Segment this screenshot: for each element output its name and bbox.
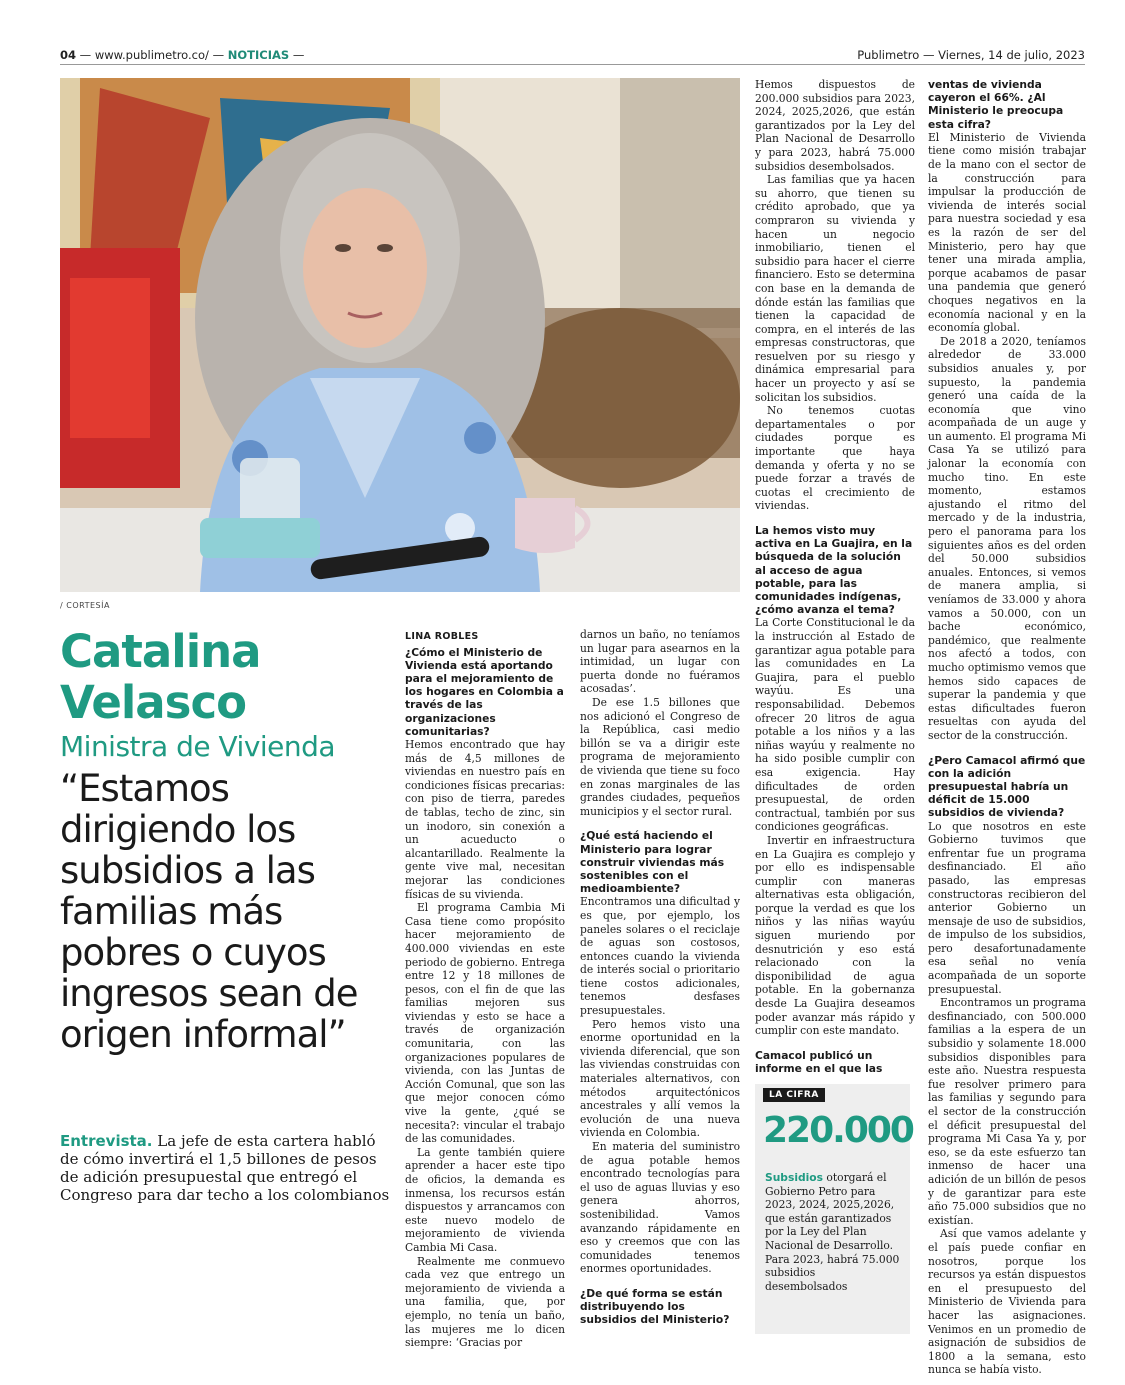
paragraph: Así que vamos adelante y el país puede confiar en nosotros, porque los recursos ya están dispuestos en el presupuesto del Ministerio de Vivienda para hacer las asignaciones. Venimos en un promedio de asignación de subsidios de 1800 a la semana, esto nunca se había visto. — [928, 1227, 1086, 1377]
lead-text: La jefe de esta cartera habló de cómo invertirá el 1,5 billones de pesos de adición presupuestal que entregó el Congreso para dar techo a los colombianos — [60, 1132, 390, 1204]
paragraph: Encontramos una dificultad y es que, por ejemplo, los paneles solares o el reciclaje de aguas son costosos, entonces cuando la vivienda de interés social o prioritario tiene costos adicionales, tenemos desfases presupuestales. — [580, 895, 740, 1018]
cifra-body: otorgará el Gobierno Petro para 2023, 2024, 2025,2026, que están garantizados por la Ley del Plan Nacional de Desarrollo. Para 2023, habrá 75.000 subsidios desembolsados — [765, 1171, 900, 1293]
article-column-1 — [405, 630, 565, 1350]
la-cifra-box — [755, 1084, 913, 1334]
byline: LINA ROBLES — [405, 631, 479, 642]
paragraph: Lo que nosotros en este Gobierno tuvimos que enfrentar fue un programa desfinanciado. El año pasado, las empresas constructoras recibieron del anterior Gobierno un mensaje de uso de subsidios, de impulso de los subsidios, pero desafortunadamente esa señal no venía acompañada de un soporte presupuestal. — [928, 819, 1086, 996]
site-url[interactable]: www.publimetro.co/ — [94, 48, 209, 62]
section-label: NOTICIAS — [227, 48, 290, 62]
interviewee-role: Ministra de Vivienda — [60, 730, 336, 763]
paragraph: Encontramos un programa desfinanciado, con 500.000 familias a la espera de un subsidio y solamente 18.000 subsidios disponibles para este año. Nuestra respuesta fue resolver primero para las familias y segundo para el sector de la construcción el déficit presupuestal del programa Mi Casa Ya y, por eso, se da este esfuerzo tan inmenso de hacer una adición de un billón de pesos y de garantizar para este año 75.000 subsidios que no existían. — [928, 996, 1086, 1227]
question-4: La hemos visto muy activa en La Guajira, en la búsqueda de la solución al acceso de agua potable, para las comunidades indígenas, ¿cómo avanza el tema? — [755, 524, 913, 617]
publication-name: Publimetro — [857, 48, 920, 62]
header-rule — [60, 64, 1085, 65]
photo-illustration — [60, 78, 740, 592]
question-2: ¿Qué está haciendo el Ministerio para lograr construir viviendas más sostenibles con el medioambiente? — [580, 829, 725, 896]
paragraph: Hemos encontrado que hay más de 4,5 millones de viviendas en nuestro país en condiciones físicas precarias: con piso de tierra, paredes de tablas, techo de zinc, sin un inodoro, sin conexión a un acueducto o alcantarillado. Realmente la gente vive mal, necesitan mejorar las condiciones físicas de su vivienda. — [405, 738, 565, 901]
cifra-lead: Subsidios — [765, 1171, 823, 1184]
page-number: 04 — [60, 48, 77, 62]
paragraph: De 2018 a 2020, teníamos alrededor de 33.000 subsidios anuales y, por supuesto, la pandemia generó una caída de la economía que vino acompañada de un auge y un aumento. El programa Mi Casa Ya se utilizó para jalonar la economía con mucho tino. En este momento, estamos ajustando el ritmo del mercado y de la industria, pero el panorama para los siguientes años es del orden del 50.000 subsidios anuales. Entonces, si vemos de manera amplia, si veníamos de 33.000 y ahora vamos a 50.000, con un bache económico, pandémico, que realmente nos afectó a todos, con mucho optimismo vemos que hemos sido capaces de superar la pandemia y que estas dificultades fueron resueltas con ayuda del sector de la construcción. — [928, 334, 1086, 742]
paragraph: darnos un baño, no teníamos un lugar para asearnos en la intimidad, un lugar con puerta donde no fuéramos acosadas’. — [580, 628, 740, 696]
header-right: Publimetro — Viernes, 14 de julio, 2023 — [857, 48, 1085, 62]
question-5-continued: ventas de vivienda cayeron el 66%. ¿Al Ministerio le preocupa esta cifra? — [928, 78, 1064, 131]
paragraph: En materia del suministro de agua potable hemos encontrado tecnologías para el uso de aguas lluvias y eso genera ahorros, sostenibilidad. Vamos avanzando rápidamente en eso y creemos que con las comunidades tenemos enormes oportunidades. — [580, 1140, 740, 1276]
paragraph: Hemos dispuestos de 200.000 subsidios para 2023, 2024, 2025,2026, que están garantizados por la Ley del Plan Nacional de Desarrollo y para 2023, habrá 75.000 subsidios desembolsados. — [755, 78, 915, 173]
cifra-number: 220.000 — [763, 1110, 913, 1151]
paragraph: El Ministerio de Vivienda tiene como misión trabajar de la mano con el sector de la construcción para impulsar la producción de vivienda de interés social para nuestra sociedad y esa es la razón de ser del Ministerio, pero hay que tener una mirada amplia, porque acabamos de pasar una pandemia que generó choques negativos en la economía nacional y en la economía global. — [928, 130, 1086, 335]
paragraph: El programa Cambia Mi Casa tiene como propósito hacer mejoramiento de 400.000 viviendas en este periodo de gobierno. Entrega entre 12 y 18 millones de pesos, con el fin de que las familias mejoren sus viviendas y esto se hace a través de organización comunitaria, con las organizaciones populares de vivienda, con las Juntas de Acción Comunal, que son las que mejor conocen cómo vive la gente, ¿qué se necesita?: vincular el trabajo de las comunidades. — [405, 901, 565, 1146]
question-5: Camacol publicó un informe en el que las — [755, 1048, 883, 1076]
paragraph: Las familias que ya hacen su ahorro, que tienen su crédito aprobado, que ya compraron su vivienda y hacen un negocio inmobiliario, tienen el subsidio para hacer el cierre financiero. Esto se determina con base en la demanda de dónde están las familias que tienen la capacidad de compra, en el interés de las empresas constructoras, que resuelven por su riesgo y dinámica empresarial para hacer un proyecto y así se solicitan los subsidios. — [755, 173, 915, 404]
article-column-3 — [755, 78, 915, 1075]
question-3: ¿De qué forma se están distribuyendo los subsidios del Ministerio? — [580, 1286, 730, 1327]
article-column-4 — [928, 78, 1086, 1377]
paragraph: Pero hemos visto una enorme oportunidad en la vivienda diferencial, que son las viviendas construidas con materiales alternativos, con métodos arquitectónicos ancestrales y allí vemos la evolución de una nueva vivienda en Colombia. — [580, 1017, 740, 1140]
name-line-1: Catalina — [60, 625, 261, 678]
issue-date: Viernes, 14 de julio, 2023 — [938, 48, 1085, 62]
article-column-2 — [580, 628, 740, 1327]
question-6: ¿Pero Camacol afirmó que con la adición presupuestal habría un déficit de 15.000 subsidios de vivienda? — [928, 753, 1086, 820]
paragraph: De ese 1.5 billones que nos adicionó el Congreso de la República, casi medio billón se va a dirigir este programa de mejoramiento de vivienda que tiene su foco en zonas marginales de las grandes ciudades, pequeños municipios y el sector rural. — [580, 695, 740, 818]
lead-paragraph — [60, 1132, 390, 1204]
lead-kicker: Entrevista. — [60, 1132, 153, 1150]
interviewee-name — [60, 626, 390, 728]
minister-photo — [60, 78, 740, 592]
page-header — [60, 44, 1085, 66]
cifra-tag: LA CIFRA — [763, 1088, 825, 1102]
header-left: 04 — www.publimetro.co/ — NOTICIAS — — [60, 48, 305, 62]
paragraph: La Corte Constitucional le da la instrucción al Estado de garantizar agua potable para las comunidades en La Guajira, para el pueblo wayúu. Es una responsabilidad. Debemos ofrecer 20 litros de agua potable a los niños y a las niñas wayúu y realmente no ha sido posible cumplir con esa exigencia. Hay dificultades de orden presupuestal, de orden contractual, también por sus condiciones geográficas. — [755, 616, 915, 834]
paragraph: No tenemos cuotas departamentales o por ciudades porque es importante que haya demanda y oferta y no se puede forzar a través de cuotas el crecimiento de viviendas. — [755, 404, 915, 513]
headline-quote: “Estamos dirigiendo los subsidios a las familias más pobres o cuyos ingresos sean de origen informal” — [60, 767, 358, 1056]
cifra-text — [765, 1171, 901, 1293]
photo-credit: / CORTESÍA — [60, 601, 110, 610]
name-line-2: Velasco — [60, 676, 247, 729]
question-1: ¿Cómo el Ministerio de Vivienda está aportando para el mejoramiento de los hogares en Colombia a través de las organizaciones comunitarias? — [405, 645, 564, 738]
paragraph: Realmente me conmuevo cada vez que entrego un mejoramiento de vivienda a una familia, que, por ejemplo, no tenía un baño, las mujeres me lo dicen siempre: ‘Gracias por — [405, 1254, 565, 1350]
paragraph: Invertir en infraestructura en La Guajira es complejo y por ello es indispensable cumplir con maneras alternativas esta obligación, porque la verdad es que los niños y las niñas wayúu siguen muriendo por desnutrición y eso está relacionado con la disponibilidad de agua potable. En la gobernanza desde La Guajira deseamos poder avanzar más rápido y cumplir con este mandato. — [755, 833, 915, 1038]
paragraph: La gente también quiere aprender a hacer este tipo de oficios, la demanda es inmensa, los recursos están dispuestos y arrancamos con este nuevo modelo de mejoramiento de vivienda Cambia Mi Casa. — [405, 1145, 565, 1254]
